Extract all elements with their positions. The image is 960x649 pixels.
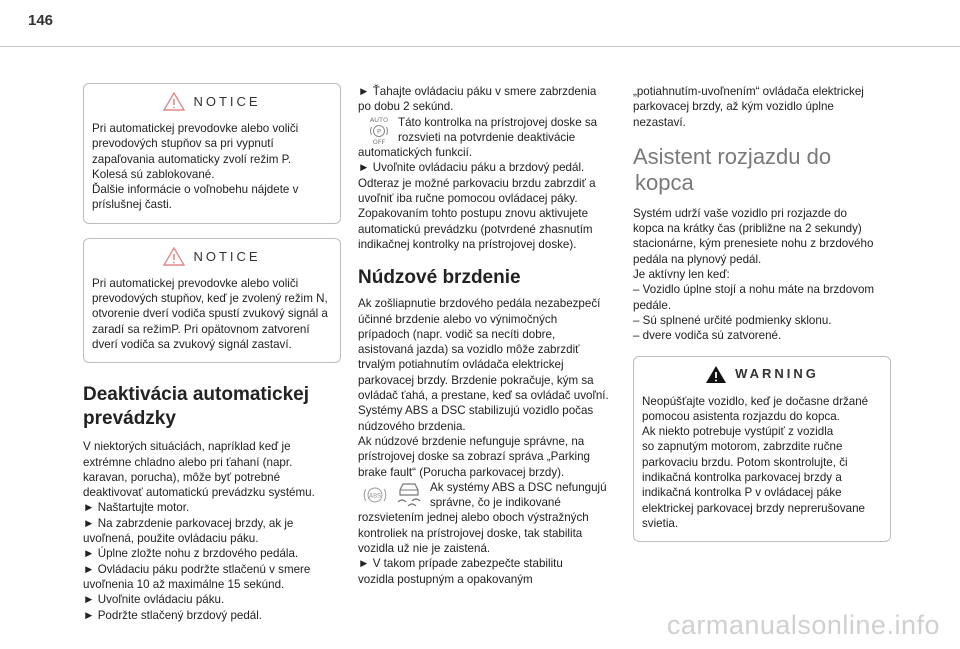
warning-line: svietia. [642,516,679,530]
warning-line: Neopúšťajte vozidlo, keď je dočasne držané [642,394,869,408]
body-line: rozsvieti na potvrdenie deaktivácie [398,130,576,144]
warning-triangle-icon [705,365,727,384]
warning-header [642,365,882,384]
body-line: – Sú splnené určité podmienky sklonu. [633,313,832,327]
body-line: Odteraz je možné parkovaciu brzdu zabrzdiť a [358,176,596,190]
body-line: ► Úplne zložte nohu z brzdového pedála. [83,547,299,561]
body-line: Ak zošliapnutie brzdového pedála nezabezpečí [358,297,601,311]
notice-line: otvorenie dverí vodiča spustí zvukový signál a [92,307,328,321]
page-number: 146 [28,12,54,29]
body-line: ► Uvoľnite ovládaciu páku. [83,593,225,607]
body-line: núdzového brzdenia. [358,419,466,433]
body-line: ► Podržte stlačený brzdový pedál. [83,608,263,622]
body-line: vozidla už nie je zaistená. [358,542,491,556]
body-line: deaktivovať automatickú prevádzku systému. [83,486,315,500]
notice-header [92,247,332,266]
body-line: V niektorých situáciách, napríklad keď je [83,440,291,454]
body-line: správne, čo je indikované [430,496,561,510]
warning-triangle-icon [163,92,185,111]
warning-line: Ak niekto potrebuje vystúpiť z vozidla [642,425,834,439]
body-line: stacionárne, kým prenesiete nohu z brzdového [633,237,874,251]
warning-line: indikačná kontrolka P v ovládacej páke [642,486,842,500]
body-line: uvoľniť iba ručne pomocou ovládacej páky. [358,192,578,206]
warning-line: pomocou asistenta rozjazdu do kopca. [642,409,840,423]
body-line: brake fault“ (Porucha parkovacej brzdy). [358,465,565,479]
body-line: nezastaví. [633,115,686,129]
body-line: automatickú prevádzku (potvrdené zhasnutím [358,222,593,236]
notice-title: NOTICE [193,93,261,109]
warning-title: WARNING [735,366,819,382]
body-line: kopca na krátky čas (približne na 2 sekundy) [633,222,862,236]
notice-line: prevodových stupňov sa pri vypnutí [92,137,274,151]
body-line: prístrojovej doske sa zobrazí správa „Parking [358,450,590,464]
body-line: ► Na zabrzdenie parkovacej brzdy, ak je [83,516,294,530]
body-line: Zopakovaním tohto postupu znovu aktivujete [358,207,589,221]
column-1 [83,83,341,623]
body-line: „potiahnutím-uvoľnením“ ovládača elektrickej [633,85,864,98]
body-line: pedále. [633,298,672,312]
body-line: Systém udrží vaše vozidlo pri rozjazde do [633,206,847,220]
notice-line: zaradí sa režimP. Pri opätovnom zatvorení [92,322,310,336]
body-line: parkovacej brzdy, až kým vozidlo úplne [633,100,834,114]
top-rule [0,46,960,47]
auto-off-row [358,115,616,146]
notice-line: Pri automatickej prevodovke alebo voliči [92,122,299,135]
body-line: uvoľnenia 10 až maximálne 15 sekúnd. [83,577,285,591]
body-line: prípadoch (napr. vodič sa necíti dobre, [358,327,556,341]
body-line: automatických funkcií. [358,146,473,160]
body-line: ► Ťahajte ovládaciu páku v smere zabrzdenia [358,85,597,98]
heading-line: kopca [635,169,694,195]
notice-line: Kolesá sú zablokované. [92,167,215,181]
abs-dsc-row [358,480,616,511]
body-line: Systémy ABS a DSC stabilizujú vozidlo počas [358,404,594,418]
body-line: účinné brzdenie alebo vo výnimočných [358,312,558,326]
notice-header [92,92,332,111]
notice-box-2 [83,238,341,363]
body-line: karavan, porucha), môže byť potrebné [83,470,281,484]
column-3 [633,84,891,542]
column-2 [358,84,616,587]
watermark[interactable]: carmanualsonline.info [666,610,940,640]
body-line: vozidla postupným a opakovaným [358,572,533,586]
notice-line: Pri automatickej prevodovke alebo voliči [92,276,299,290]
svg-text:P: P [377,127,381,136]
body-line: trvalým potiahnutím ovládača elektrickej [358,358,564,372]
body-line: indikačnej kontrolky na prístrojovej doske). [358,237,577,251]
body-line: Táto kontrolka na prístrojovej doske sa [398,115,598,129]
notice-line: prevodových stupňov, keď je zvolený režim N, [92,292,328,306]
body-line: kontroliek na prístrojovej doske, tak stabilita [358,526,583,540]
auto-icon-label-bottom: OFF [372,137,386,145]
body-line: extrémne chladno alebo pri ťahaní (napr. [83,455,293,469]
body-line: po dobu 2 sekúnd. [358,100,454,114]
warning-line: indikačná kontrolka parkovacej brzdy a [642,471,842,485]
auto-icon-label-top: AUTO [369,115,389,124]
warning-line: so zapnutým motorom, zabrzdite ručne [642,440,843,454]
section-heading: Núdzové brzdenie [358,267,521,289]
notice-line: dverí vodiča sa zvukový signál zastaví. [92,337,292,351]
body-line: ► V takom prípade zabezpečte stabilitu [358,557,563,571]
notice-title: NOTICE [193,248,261,264]
body-line: rozsvietením jednej alebo oboch výstražných [358,511,589,525]
body-line: Je aktívny len keď: [633,268,730,282]
auto-off-parking-icon [366,115,392,145]
body-line: uvoľnená, použite ovládaciu páku. [83,532,259,546]
notice-line: príslušnej časti. [92,198,172,212]
body-line: ► Ovládaciu páku podržte stlačenú v smere [83,562,311,576]
warning-line: elektrickej parkovacej brzdy neprerušovane [642,501,865,515]
notice-line: zapaľovania automaticky zvolí režim P. [92,152,292,166]
body-line: pedála na plynový pedál. [633,252,762,266]
body-line: ovládač ťahá, a prestane, keď sa ovládač uvoľní. [358,389,609,403]
body-line: asistovaná jazda) sa vozidlo môže zabrzdiť [358,343,580,357]
notice-line: Ďalšie informácie o voľnobehu nájdete v [92,183,299,197]
heading-line: Asistent rozjazdu do [633,143,832,169]
warning-triangle-icon [163,247,185,266]
body-line: ► Naštartujte motor. [83,501,190,515]
svg-text:ABS: ABS [369,492,381,500]
section-heading-light [633,144,891,196]
body-line: – dvere vodiča sú zatvorené. [633,329,782,343]
warning-line: parkovaciu brzdu. Potom skontrolujte, či [642,455,848,469]
body-line: Ak núdzové brzdenie nefunguje správne, na [358,434,585,448]
body-line: Ak systémy ABS a DSC nefungujú [430,480,607,494]
body-line: ► Uvoľnite ovládaciu páku a brzdový pedál. [358,161,585,175]
warning-box [633,356,891,543]
abs-icon [362,482,388,508]
body-line: parkovacej brzdy. Brzdenie pokračuje, kým sa [358,373,594,387]
stability-control-icon [394,480,424,508]
body-line: – Vozidlo úplne stojí a nohu máte na brzdovom [633,283,875,297]
notice-box-1 [83,83,341,224]
section-heading: Deaktivácia automatickej prevádzky [83,384,310,430]
